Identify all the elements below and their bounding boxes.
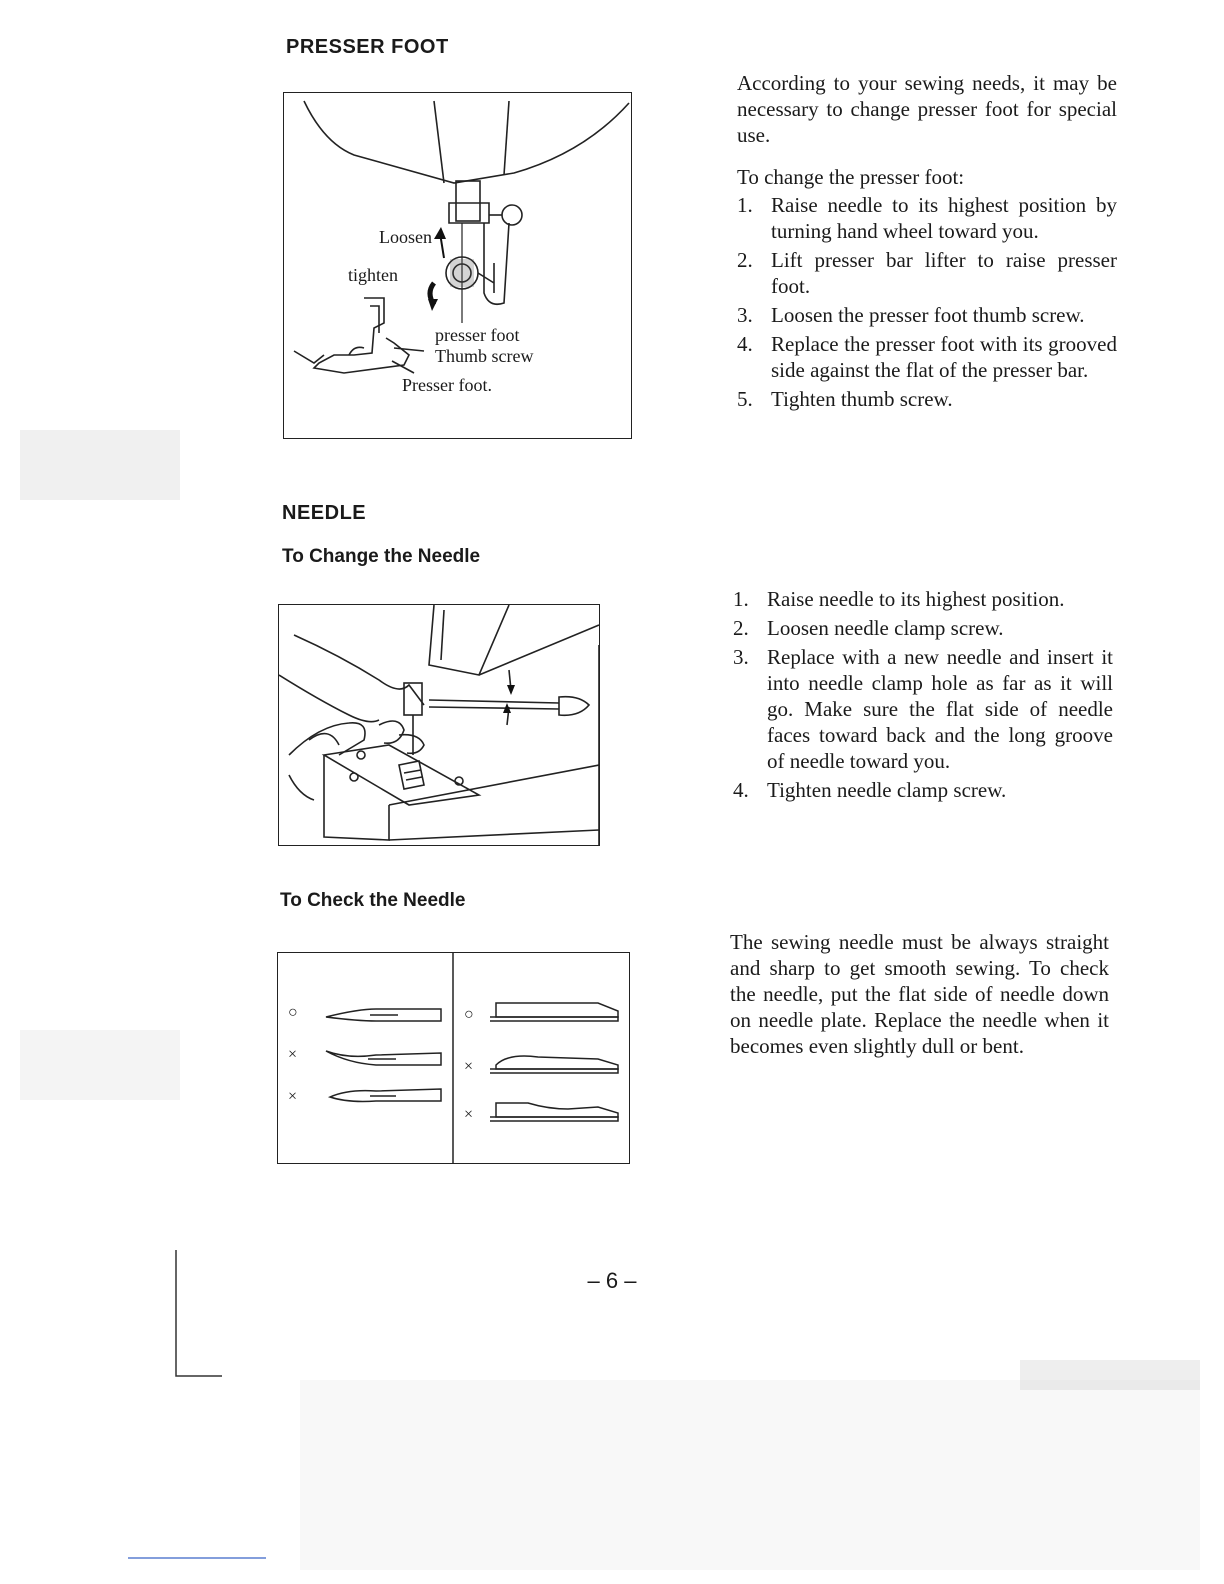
presser-foot-figure [283,92,632,439]
loosen-label: Loosen [379,227,432,247]
list-item: 2. Loosen needle clamp screw. [733,616,1004,640]
check-mark-bad-left-1: × [288,1046,298,1063]
check-mark-bad-left-2: × [288,1088,298,1105]
presser-foot-steps-lead: To change the presser foot: [737,165,965,189]
list-item: 4. Tighten needle clamp screw. [733,778,1007,802]
check-mark-bad-right-1: × [464,1058,474,1075]
tighten-label: tighten [348,265,398,285]
list-item: 1. Raise needle to its highest position by turning hand wheel toward you. [737,193,1117,243]
needle-heading: NEEDLE [282,502,367,524]
list-item: 5. Tighten thumb screw. [737,387,953,411]
check-mark-ok-right: ○ [464,1006,474,1023]
thumb-screw-label-line2: Thumb screw [435,346,534,366]
presser-foot-label: Presser foot. [402,375,492,395]
check-needle-figure [277,952,630,1164]
check-needle-text: The sewing needle must be always straight and sharp to get smooth sewing. To check the needle, put the flat side of needle down on needle plate. Replace the needle when it becomes even slightly dull or bent. [730,930,1109,1058]
list-item: 2. Lift presser bar lifter to raise presser foot. [737,248,1117,298]
change-needle-figure [278,604,600,846]
check-mark-ok-left: ○ [288,1004,298,1021]
check-needle-subheading: To Check the Needle [280,890,466,911]
check-mark-bad-right-2: × [464,1106,474,1123]
list-item: 4. Replace the presser foot with its grooved side against the flat of the presser bar. [737,332,1117,382]
presser-foot-steps [737,192,1117,415]
list-item: 3. Replace with a new needle and insert it into needle clamp hole as far as it will go. Make sure the flat side of needle faces toward back and the long groove of needle toward you. [733,645,1113,773]
presser-foot-intro: According to your sewing needs, it may be necessary to change presser foot for special use. [737,71,1117,147]
change-needle-subheading: To Change the Needle [282,546,481,567]
check-needle-illustration [278,953,629,1163]
page-number: – 6 – [587,1268,637,1293]
change-needle-illustration [279,605,599,845]
change-needle-steps [733,586,1113,806]
thumb-screw-label-line1: presser foot [435,325,520,345]
list-item: 3. Loosen the presser foot thumb screw. [737,303,1085,327]
list-item: 1. Raise needle to its highest position. [733,587,1065,611]
presser-foot-heading: PRESSER FOOT [286,36,449,58]
